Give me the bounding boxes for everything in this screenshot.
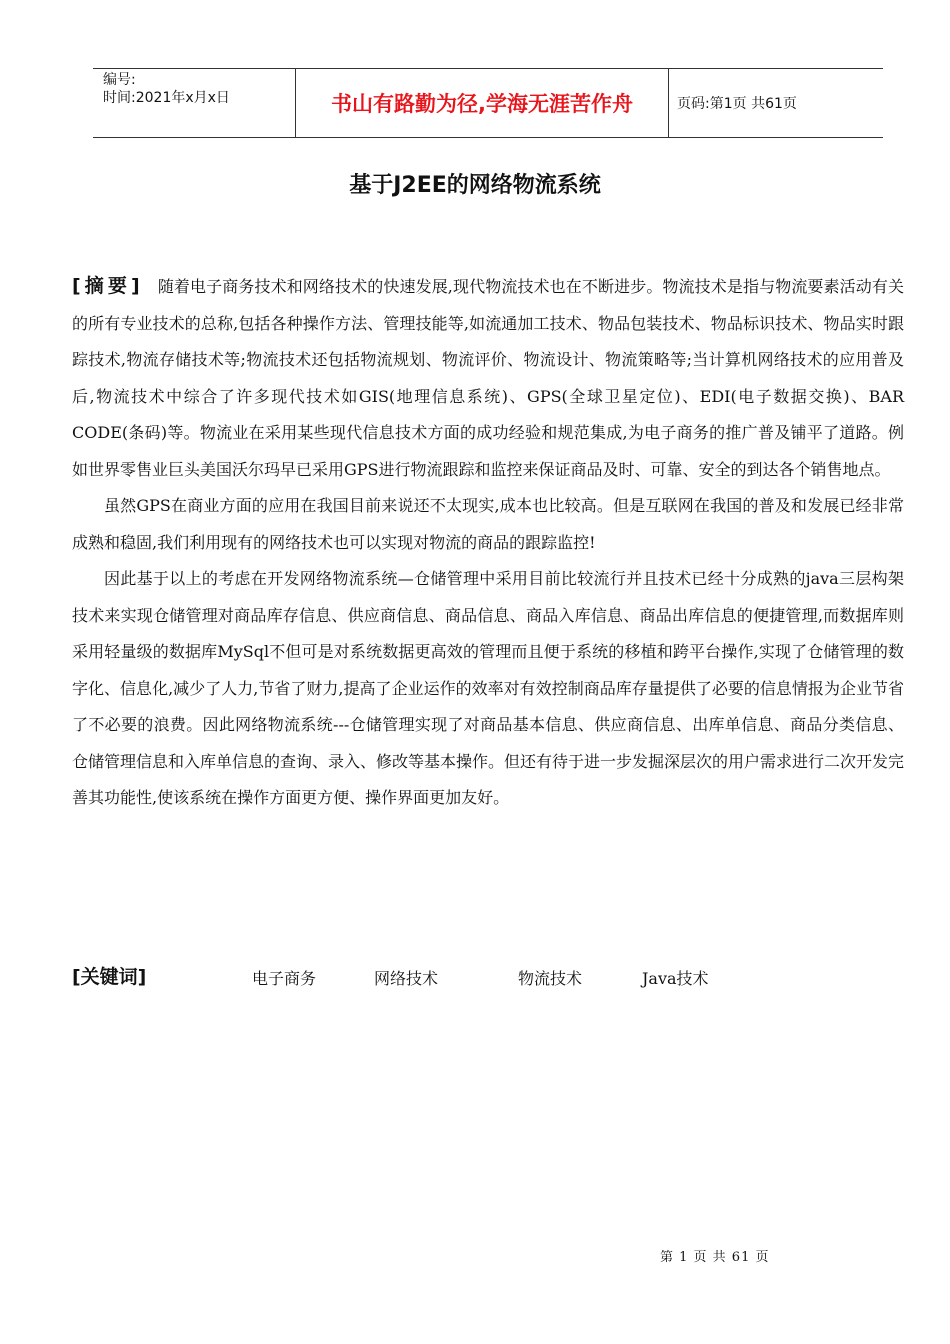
abstract-paragraph-3: 因此基于以上的考虑在开发网络物流系统—仓储管理中采用目前比较流行并且技术已经十分成熟的java三层构架技术来实现仓储管理对商品库存信息、供应商信息、商品信息、商品入库信息、商品出库信息的便捷管理,而数据库则采用轻量级的数据库MySql不但可是对系统数据更高效的管理而且便于系统的移植和跨平台操作,实现了仓储管理的数字化、信息化,减少了人力,节省了财力,提高了企业运作的效率对有效控制商品库存量提供了必要的信息情报为企业节省了不必要的浪费。因此网络物流系统---仓储管理实现了对商品基本信息、供应商信息、出库单信息、商品分类信息、仓储管理信息和入库单信息的查询、录入、修改等基本操作。但还有待于进一步发掘深层次的用户需求进行二次开发完善其功能性,使该系统在操作方面更方便、操作界面更加友好。	[72, 569, 905, 807]
abstract-text-1: 随着电子商务技术和网络技术的快速发展,现代物流技术也在不断进步。物流技术是指与物流要素活动有关的所有专业技术的总称,包括各种操作方法、管理技能等,如流通加工技术、物品包装技术、物品标识技术、物品实时跟踪技术,物流存储技术等;物流技术还包括物流规划、物流评价、物流设计、物流策略等;当计算机网络技术的应用普及后,物流技术中综合了许多现代技术如GIS(地理信息系统)、GPS(全球卫星定位)、EDI(电子数据交换)、BAR CODE(条码)等。物流业在采用某些现代信息技术方面的成功经验和规范集成,为电子商务的推广普及铺平了道路。例如世界零售业巨头美国沃尔玛早已采用GPS进行物流跟踪和监控来保证商品及时、可靠、安全的到达各个销售地点。	[72, 277, 904, 479]
keywords-section	[72, 962, 904, 992]
header-meta	[93, 69, 295, 137]
keywords-label: [关键词]	[72, 966, 147, 988]
keyword-item: 物流技术	[518, 969, 583, 988]
keyword-item: Java技术	[642, 969, 709, 988]
page-footer: 第 1 页 共 61 页	[660, 1250, 770, 1265]
document-title: 基于J2EE的网络物流系统	[349, 173, 601, 198]
header-motto: 书山有路勤为径,学海无涯苦作舟	[331, 92, 633, 116]
keyword-item: 网络技术	[374, 969, 439, 988]
document-number: 编号:	[103, 72, 136, 88]
keyword-item: 电子商务	[252, 969, 317, 988]
document-time: 时间:2021年x月x日	[103, 90, 230, 106]
page-header	[93, 68, 883, 138]
abstract-paragraph-2: 虽然GPS在商业方面的应用在我国目前来说还不太现实,成本也比较高。但是互联网在我国的普及和发展已经非常成熟和稳固,我们利用现有的网络技术也可以实现对物流的商品的跟踪监控!	[72, 496, 904, 552]
abstract-label: [摘要]	[72, 275, 144, 297]
header-motto-cell	[295, 69, 669, 137]
abstract-section	[72, 268, 904, 817]
abstract-paragraph-1	[72, 268, 904, 488]
header-page-number: 页码:第1页 共61页	[677, 96, 797, 112]
